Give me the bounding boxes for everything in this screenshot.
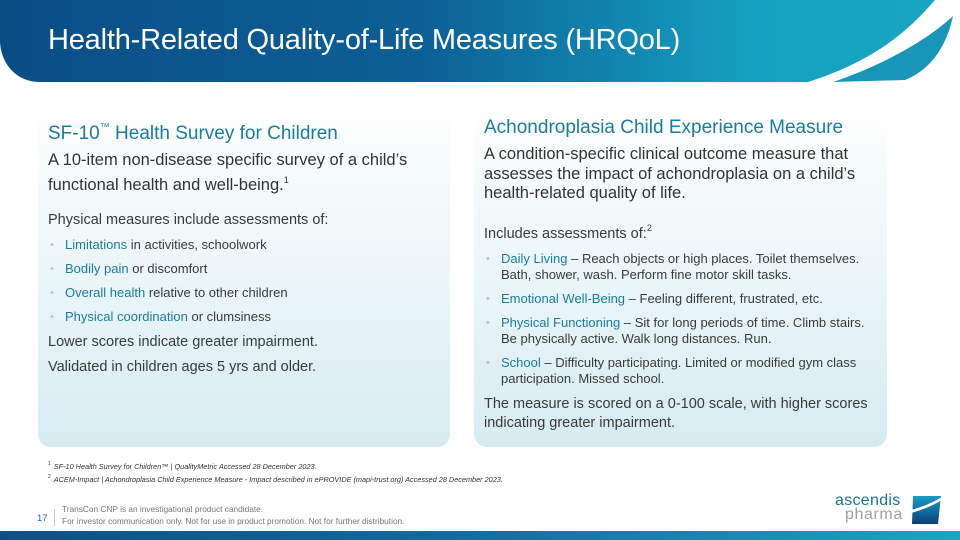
sf10-validation-note: Validated in children ages 5 yrs and older.	[48, 359, 317, 375]
ascendis-pharma-logo	[835, 492, 945, 528]
footnote-1: $^1$ SF-10 Health Survey for Children™ | QualityMetric Accessed 28 December 2023.	[48, 461, 317, 471]
sf10-intro: Physical measures include assessments of:	[48, 212, 329, 228]
footnote-2: $^2$ ACEM-Impact | Achondroplasia Child Experience Measure - Impact described in ePROVIDE (mapi-trust.org) Accessed 28 December 2023.	[48, 474, 503, 484]
list-item: • Physical Functioning – Sit for long periods of time. Climb stairs. Be physically active. Walk long distances. Run.	[484, 315, 877, 347]
acem-intro: Includes assessments of:$^2$	[484, 222, 652, 242]
sf10-card-title: SF-10™ Health Survey for Children	[48, 122, 338, 144]
list-item: • School – Difficulty participating. Limited or modified gym class participation. Missed school.	[484, 355, 877, 387]
sf10-description: A 10-item non-disease specific survey of a child’s functional health and well-being.$^1$	[48, 151, 408, 194]
list-item: • Physical coordination or clumsiness	[48, 309, 440, 325]
footer-disclaimer-1: TransCon CNP is an investigational product candidate.	[62, 504, 264, 514]
footer-divider	[54, 509, 55, 526]
acem-card-title: Achondroplasia Child Experience Measure	[484, 117, 844, 138]
page-number: 17	[37, 513, 48, 524]
logo-text-pharma: pharma	[845, 506, 903, 523]
acem-scoring-note: The measure is scored on a 0-100 scale, with higher scores indicating greater impairment.	[484, 395, 868, 431]
reference-1: 1	[283, 174, 289, 185]
sf10-scoring-note: Lower scores indicate greater impairment.	[48, 334, 318, 350]
list-item: • Bodily pain or discomfort	[48, 261, 440, 277]
header-banner	[0, 0, 960, 82]
list-item: • Limitations in activities, schoolwork	[48, 237, 440, 253]
reference-2: 2	[646, 222, 652, 233]
ascendis-logo-mark-icon	[910, 495, 942, 525]
acem-description: A condition-specific clinical outcome measure that assesses the impact of achondroplasia on a child’s health-related quality of life.	[484, 145, 856, 202]
sf10-bullet-list	[48, 237, 440, 325]
logo-text-ascendis: ascendis	[835, 492, 901, 509]
list-item: • Daily Living – Reach objects or high places. Toilet themselves. Bath, shower, wash. Perform fine motor skill tasks.	[484, 251, 877, 283]
list-item: • Overall health relative to other children	[48, 285, 440, 301]
footer-disclaimer-2: For investor communication only. Not for use in product promotion. Not for further distribution.	[62, 516, 405, 526]
trademark-mark: ™	[99, 122, 110, 133]
acem-bullet-list	[484, 251, 877, 387]
sf10-card	[38, 105, 450, 447]
list-item: • Emotional Well-Being – Feeling different, frustrated, etc.	[484, 291, 877, 307]
acem-card	[474, 105, 887, 447]
page-title: Health-Related Quality-of-Life Measures (HRQoL)	[48, 24, 681, 56]
footnotes	[48, 459, 503, 485]
bottom-accent-bar	[0, 531, 960, 540]
